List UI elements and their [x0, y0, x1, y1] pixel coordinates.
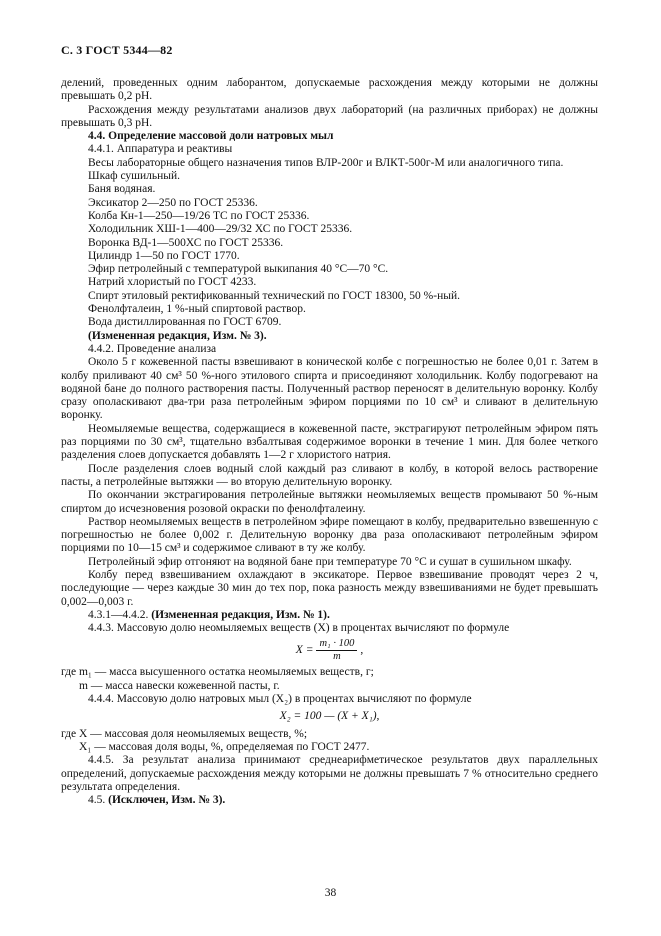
list-item: Баня водяная.	[88, 183, 156, 196]
paragraph: После разделения слоев водный слой каждый раз сливают в колбу, в которой велось растворение пасты, а петролейные вытяжки — во вторую делительную воронку.	[61, 462, 598, 488]
list-item: Колба Кн-1—250—19/26 ТС по ГОСТ 25336.	[88, 209, 310, 222]
list-item: Шкаф сушильный.	[88, 170, 181, 183]
formula-x	[61, 638, 598, 663]
section-number: 4.5.	[88, 794, 106, 807]
subsection-heading: 4.4.4. Массовую долю натровых мыл (X₂) в процентах вычисляют по формуле	[88, 693, 472, 706]
paragraph: Колбу перед взвешиванием охлаждают в эксикаторе. Первое взвешивание проводят через 2 ч, последующие — через каждые 30 мин до тех пор, пока разность между взвешиваниями не будет превышать 0,002—0,003 г.	[61, 568, 598, 608]
list-item: Эксикатор 2—250 по ГОСТ 25336.	[88, 196, 258, 209]
formula-tail: ,	[360, 644, 364, 657]
formula-fraction	[316, 638, 357, 663]
paragraph: Около 5 г кожевенной пасты взвешивают в конической колбе с погрешностью не более 0,01 г. Затем в колбу приливают 40 см³ 50 %-ного этилового спирта и присоединяют холодильник. Колбу подогревают на водяной бане до полного растворения пасты. Полученный раствор переносят в делительную воронку. Колбу сразу ополаскивают два-три раза петролейным эфиром порциями по 10 см³ и сливают в делительную воронку.	[61, 356, 598, 422]
formula-numerator: m₁ · 100	[316, 638, 357, 651]
paragraph: Петролейный эфир отгоняют на водяной бане при температуре 70 °С и сушат в сушильном шкафу.	[88, 555, 572, 568]
where-line: где X — массовая доля неомыляемых веществ, %;	[61, 727, 308, 740]
paragraph: Расхождения между результатами анализов двух лабораторий (на различных приборах) не должны превышать 0,3 рН.	[61, 103, 598, 129]
paragraph: делений, проведенных одним лаборантом, допускаемые расхождения между которыми не должны превышать 0,2 рН.	[61, 77, 598, 103]
edition-note-prefix: 4.3.1—4.4.2.	[88, 608, 149, 621]
document-body	[61, 77, 598, 807]
formula-lhs: X =	[295, 644, 314, 657]
list-item: Цилиндр 1—50 по ГОСТ 1770.	[88, 249, 240, 262]
excluded-note-line	[61, 794, 598, 807]
page-number: 38	[324, 887, 337, 899]
formula-denominator: m	[333, 651, 341, 663]
list-item: Весы лабораторные общего назначения типов ВЛР-200г и ВЛКТ-500г-М или аналогичного типа.	[88, 156, 564, 169]
subsection-heading: 4.4.3. Массовую долю неомыляемых веществ (X) в процентах вычисляют по формуле	[88, 622, 510, 635]
list-item: Воронка ВД-1—500ХС по ГОСТ 25336.	[88, 236, 284, 249]
paragraph: Раствор неомыляемых веществ в петролейном эфире помещают в колбу, предварительно взвешенную с погрешностью не более 0,002 г. Делительную воронку два раза ополаскивают петролейным эфиром порциями по 10—15 см³ и содержимое сливают в ту же колбу.	[61, 515, 598, 555]
where-line: m — масса навески кожевенной пасты, г.	[79, 679, 280, 692]
edition-note-line	[61, 609, 598, 622]
where-line: X₁ — массовая доля воды, %, определяемая по ГОСТ 2477.	[79, 740, 370, 753]
subsection-heading: 4.4.1. Аппаратура и реактивы	[88, 143, 233, 156]
list-item: Фенолфталеин, 1 %-ный спиртовой раствор.	[88, 303, 306, 316]
list-item: Холодильник ХШ-1—400—29/32 ХС по ГОСТ 25336.	[88, 223, 353, 236]
paragraph: Неомыляемые вещества, содержащиеся в кожевенной пасте, экстрагируют петролейным эфиром пять раз порциями по 30 см³, тщательно взбалтывая содержимое воронки в течение 1 мин. Для более четкого разделения слоев допускается добавлять 1—2 г хлористого натрия.	[61, 422, 598, 462]
page-header: С. 3 ГОСТ 5344—82	[61, 43, 173, 57]
list-item: Натрий хлористый по ГОСТ 4233.	[88, 276, 257, 289]
subsection-heading: 4.4.2. Проведение анализа	[88, 342, 217, 355]
list-item: Спирт этиловый ректификованный технический по ГОСТ 18300, 50 %-ный.	[88, 289, 460, 302]
section-heading: 4.4. Определение массовой доли натровых мыл	[88, 130, 334, 143]
where-line: где m₁ — масса высушенного остатка неомыляемых веществ, г;	[61, 666, 374, 679]
edition-note: (Измененная редакция, Изм. № 1).	[151, 608, 330, 621]
list-item: Эфир петролейный с температурой выкипания 40 °С—70 °С.	[88, 263, 389, 276]
paragraph: По окончании экстрагирования петролейные вытяжки неомыляемых веществ промывают 50 %-ным спиртом до исчезновения розовой окраски по фенолфталеину.	[61, 489, 598, 515]
list-item: Вода дистиллированная по ГОСТ 6709.	[88, 316, 282, 329]
edition-note: (Измененная редакция, Изм. № 3).	[88, 329, 267, 342]
formula-x2: X₂ = 100 — (X + X₁),	[279, 710, 380, 723]
paragraph: 4.4.5. За результат анализа принимают среднеарифметическое результатов двух параллельных определений, допускаемые расхождения между которыми не должны превышать 7 % относительно среднего результата определения.	[61, 754, 598, 793]
excluded-note: (Исключен, Изм. № 3).	[108, 794, 226, 807]
